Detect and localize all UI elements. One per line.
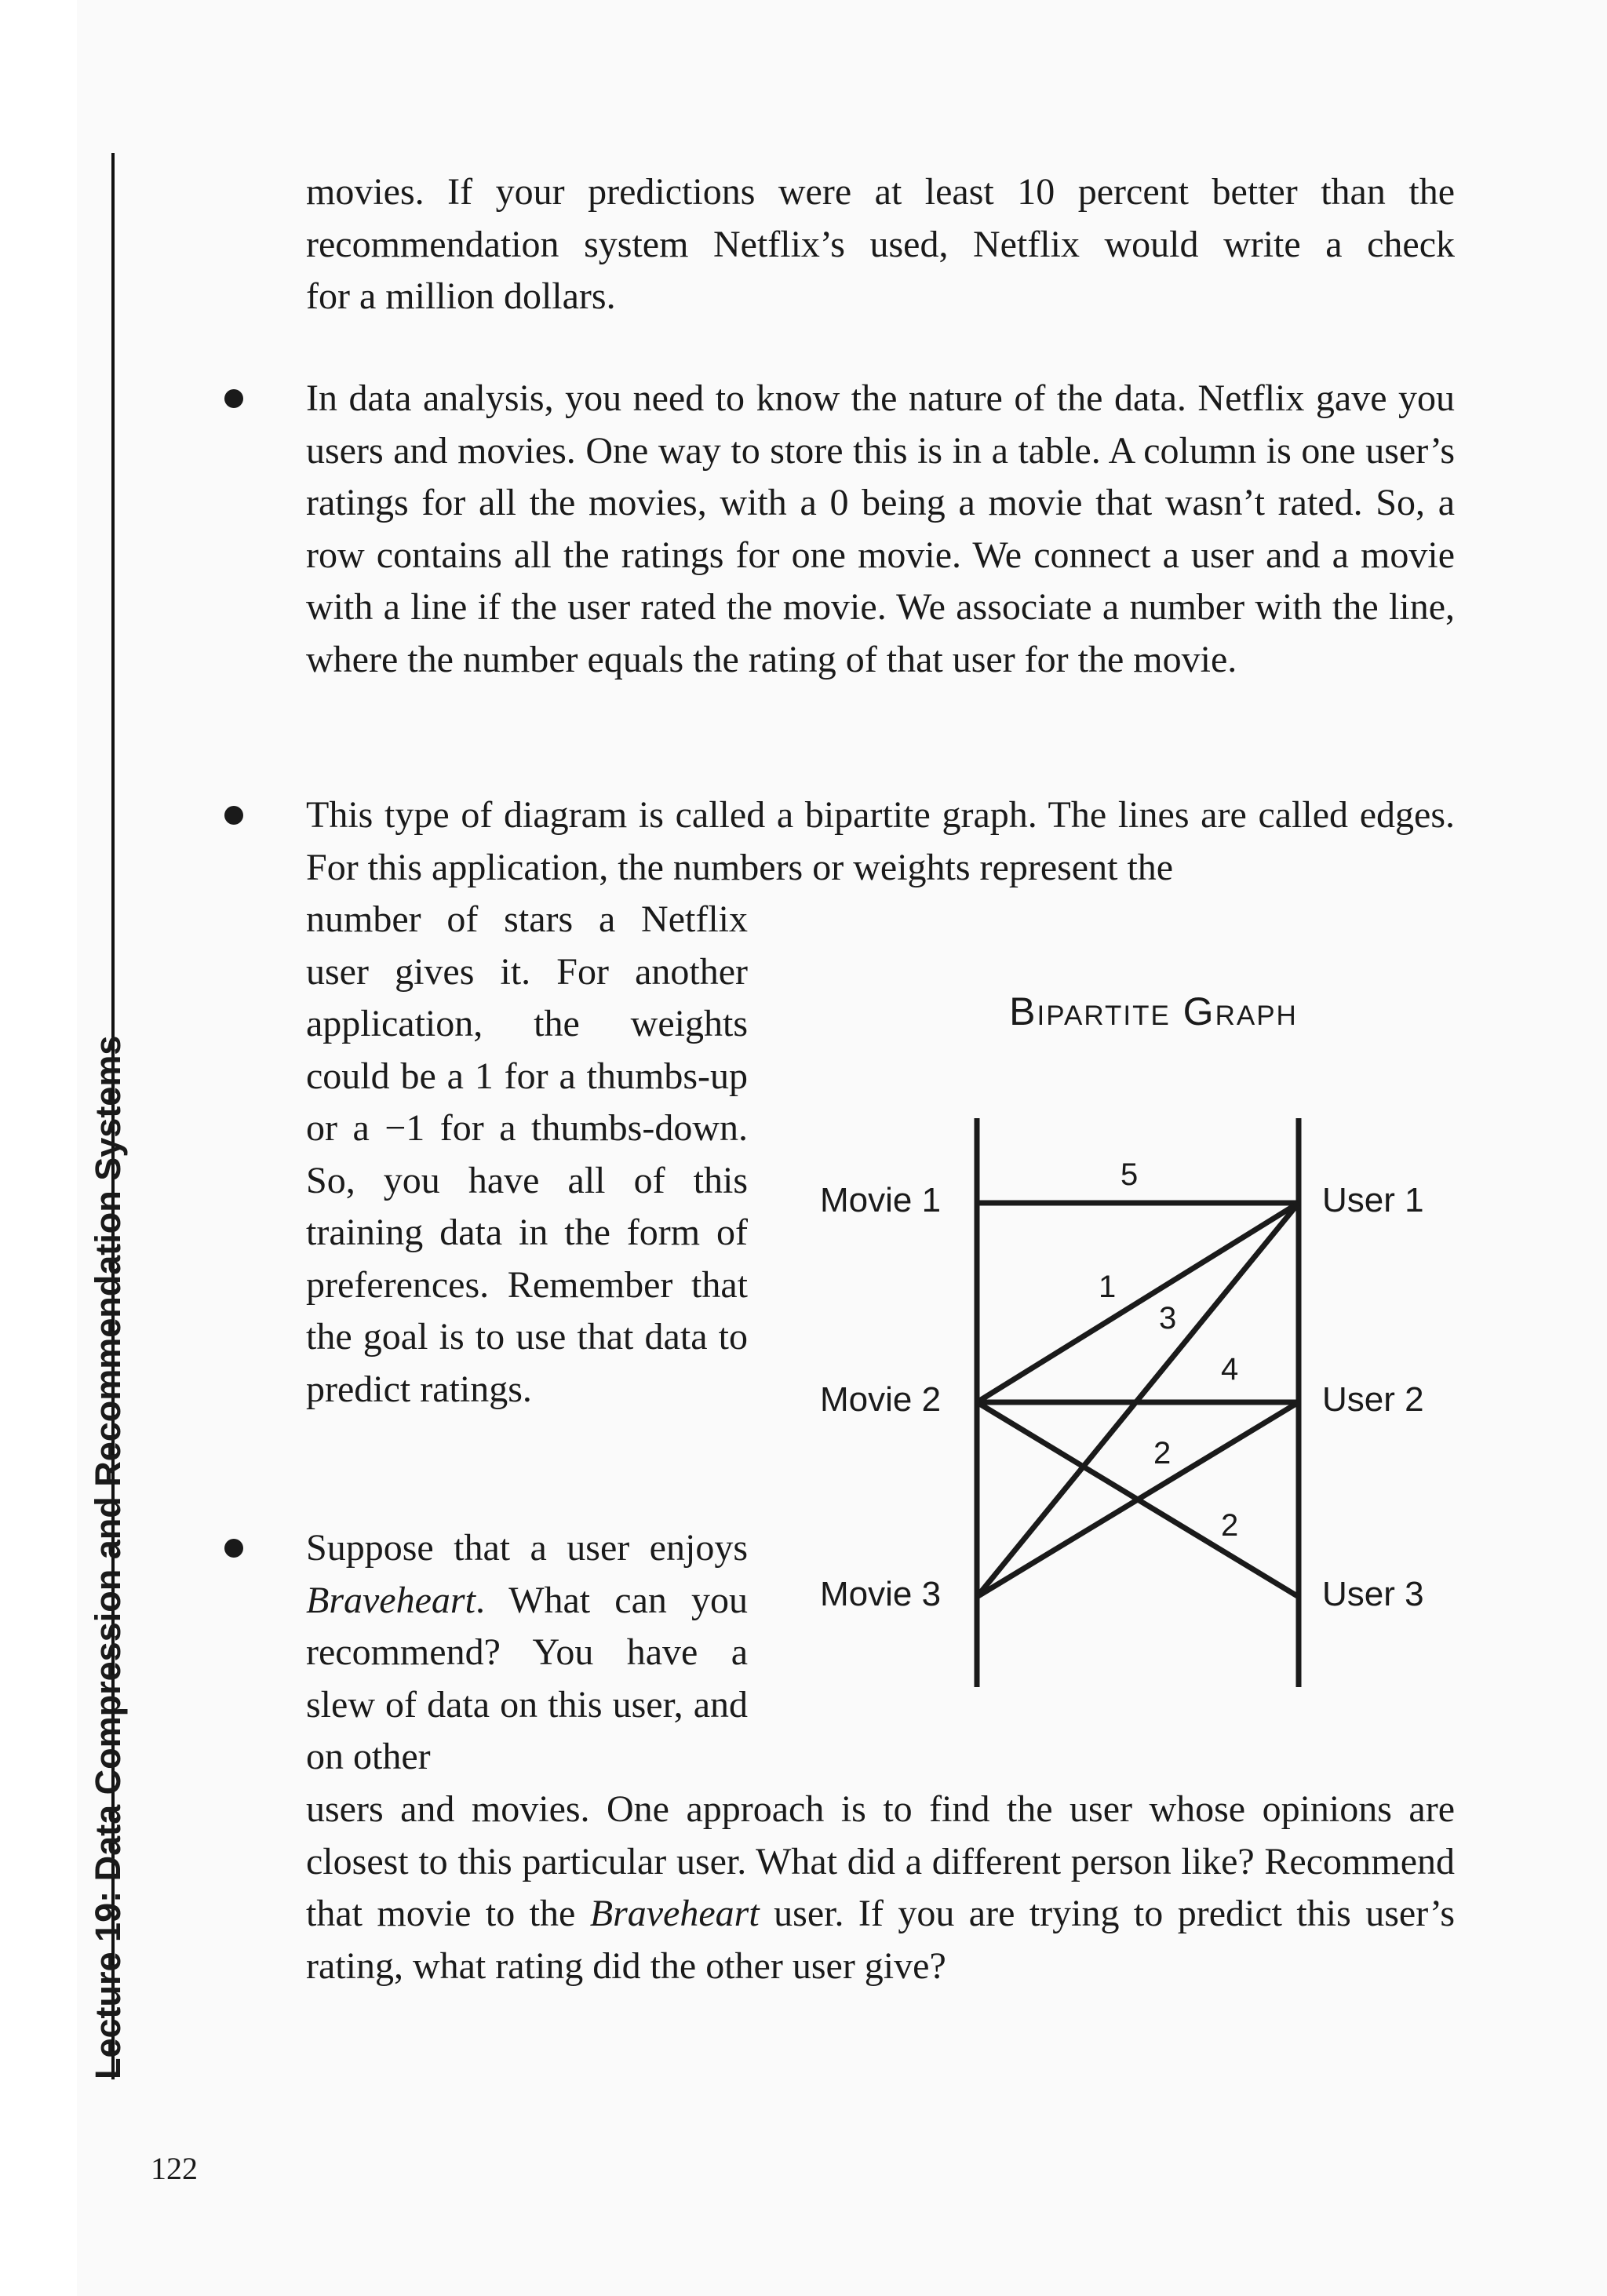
paragraph-4-narrow bbox=[306, 1522, 748, 1784]
movie-3-label: Movie 3 bbox=[820, 1575, 942, 1613]
paragraph-4-text-c: users and movies. One approach is to find the user whose opinions are closest to this particular user. What did a different person like? Recommend that movie to the bbox=[306, 1788, 1455, 1934]
edge-weight-movie2-user3: 2 bbox=[1221, 1508, 1239, 1543]
movie-2-label: Movie 2 bbox=[820, 1380, 942, 1419]
paragraph-3-narrow: number of stars a Netflix user gives it. For another application, the weights could be a 1 for a thumbs-up or a −1 for a thumbs-down. So, you have all of this training data in the form of preferences. Remember that the goal is to use that data to predict ratings. bbox=[306, 898, 748, 1410]
running-head-lecture-title: Lecture 19: Data Compression and Recommendation Systems bbox=[88, 1035, 128, 2079]
paragraph-1-line-2: recommendation system Netflix’s used, Netflix would write a check bbox=[306, 223, 1455, 265]
bullet-3 bbox=[224, 1539, 243, 1558]
paragraph-4-text-b: . What can you recommend? You have a slew of data on this user, and on other bbox=[306, 1579, 748, 1777]
paragraph-4-text-a: Suppose that a user enjoys bbox=[306, 1527, 748, 1569]
page-number: 122 bbox=[151, 2151, 198, 2186]
user-3-label: User 3 bbox=[1322, 1575, 1424, 1613]
bullet-1 bbox=[224, 389, 243, 408]
movie-1-label: Movie 1 bbox=[820, 1181, 942, 1219]
paragraph-1-line-3: for a million dollars. bbox=[306, 275, 616, 317]
figure-title: Bipartite Graph bbox=[1009, 989, 1298, 1033]
edge-weight-movie1-user1: 5 bbox=[1121, 1157, 1139, 1192]
paragraph-1 bbox=[306, 166, 1455, 323]
paragraph-3-wide: This type of diagram is called a bipartite graph. The lines are called edges. For this application, the numbers or weights represent the bbox=[306, 794, 1455, 888]
paragraph-2: In data analysis, you need to know the nature of the data. Netflix gave you users and movies. One way to store this is in a table. A column is one user’s ratings for all the movies, with a 0 being a movie that wasn’t rated. So, a row contains all the ratings for one movie. We connect a user and a movie with a line if the user rated the movie. We associate a number with the line, where the number equals the rating of that user for the movie. bbox=[306, 377, 1455, 680]
edge-weight-movie2-user1: 1 bbox=[1099, 1270, 1117, 1304]
edge-movie2-user1 bbox=[977, 1203, 1299, 1402]
user-1-label: User 1 bbox=[1322, 1181, 1424, 1219]
bullet-2 bbox=[224, 806, 243, 825]
paragraph-4-wide bbox=[306, 1784, 1455, 1992]
bipartite-graph-figure bbox=[808, 973, 1499, 1695]
edge-weight-movie3-user1: 3 bbox=[1159, 1301, 1177, 1336]
paragraph-1-line-1: movies. If your predictions were at least 10 percent better than the bbox=[306, 171, 1455, 213]
paragraph-4-italic-title-1: Braveheart bbox=[306, 1579, 476, 1621]
edge-weight-movie3-user2: 2 bbox=[1153, 1436, 1172, 1471]
paragraph-4-italic-title-2: Braveheart bbox=[589, 1893, 760, 1934]
user-2-label: User 2 bbox=[1322, 1380, 1424, 1419]
edge-weight-movie2-user2: 4 bbox=[1221, 1352, 1239, 1387]
paragraph-4-text-d: user. If you are trying to predict this user’s rating, what rating did the other user give? bbox=[306, 1893, 1456, 1987]
